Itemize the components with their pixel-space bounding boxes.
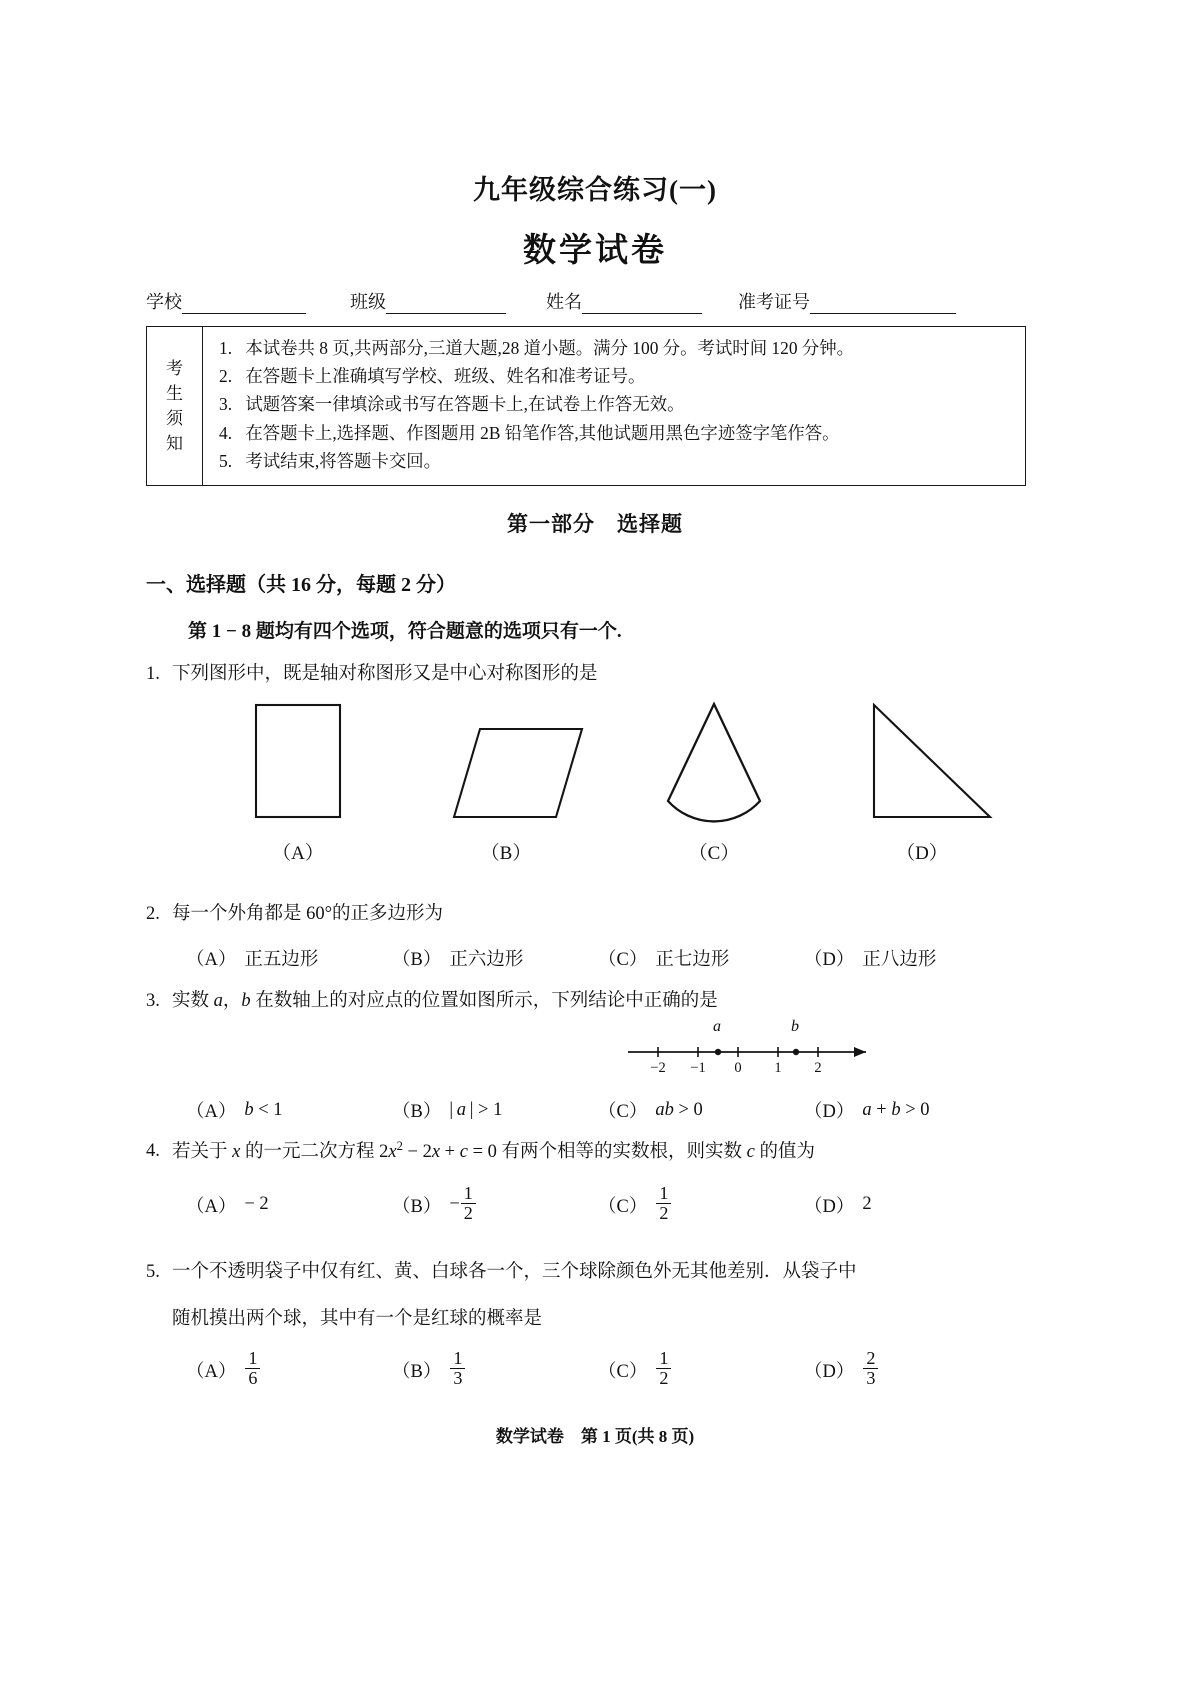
- notice-item-number: 5.: [219, 450, 233, 471]
- option-c[interactable]: [598, 1350, 804, 1389]
- notice-item-number: 3.: [219, 394, 233, 415]
- option-b[interactable]: [392, 1097, 598, 1123]
- notice-item-text: 在答题卡上准确填写学校、班级、姓名和准考证号。: [245, 366, 646, 387]
- number-line-tick: −1: [690, 1060, 706, 1076]
- question-5-options: [186, 1350, 879, 1389]
- notice-side-char-1: 考: [166, 358, 183, 378]
- question-stem: 实数 a，b 在数轴上的对应点的位置如图所示，下列结论中正确的是: [172, 991, 718, 1011]
- number-line-tick: 1: [774, 1060, 782, 1076]
- option-c[interactable]: [598, 1185, 804, 1224]
- option-text: b < 1: [244, 1099, 283, 1120]
- option-label: （A）: [186, 1361, 237, 1382]
- notice-item-number: 4.: [219, 422, 233, 443]
- option-c[interactable]: [598, 1097, 804, 1123]
- option-label: （A）: [186, 1102, 237, 1122]
- question-4: [146, 1137, 815, 1167]
- option-d[interactable]: [804, 1350, 879, 1389]
- notice-item: [219, 390, 1017, 418]
- option-c[interactable]: [598, 945, 804, 971]
- question-2-options: [186, 945, 936, 971]
- question-number: 4.: [146, 1141, 160, 1161]
- identity-row: [146, 288, 1026, 314]
- figure-label-c: （C）: [688, 843, 740, 864]
- notice-side-char-3: 须: [166, 409, 183, 428]
- option-text: 正七边形: [655, 950, 730, 970]
- question-3-number-line: [600, 1018, 900, 1082]
- candidate-notice-box: [146, 326, 1026, 486]
- school-label: 学校: [146, 292, 182, 312]
- option-a[interactable]: [186, 1350, 392, 1389]
- section-heading: 一、选择题（共 16 分，每题 2 分）: [146, 574, 456, 596]
- option-label: （B）: [392, 950, 442, 970]
- option-label: （A）: [186, 950, 237, 970]
- name-field[interactable]: [546, 288, 702, 314]
- option-b[interactable]: [392, 1350, 598, 1389]
- option-label: （D）: [804, 1102, 855, 1122]
- option-label: （D）: [804, 1361, 855, 1382]
- option-label: （B）: [392, 1361, 442, 1382]
- option-label: （C）: [598, 950, 648, 970]
- figure-right-triangle: [822, 698, 1022, 828]
- option-text: $\frac{1}{2}$: [655, 1185, 672, 1224]
- notice-item-text: 本试卷共 8 页,共两部分,三道大题,28 道小题。满分 100 分。考试时间 120 分钟。: [245, 338, 855, 358]
- figure-parallelogram: [406, 698, 606, 828]
- question-stem: 每一个外角都是 60°的正多边形为: [172, 904, 444, 924]
- option-b[interactable]: [392, 945, 598, 971]
- part-heading: 第一部分 选择题: [507, 512, 683, 536]
- option-text: 2: [862, 1194, 872, 1215]
- option-text: ab > 0: [655, 1099, 703, 1120]
- question-stem-line-1: 一个不透明袋子中仅有红、黄、白球各一个，三个球除颜色外无其他差别．从袋子中: [172, 1262, 857, 1282]
- number-line-point-a: a: [713, 1018, 721, 1035]
- question-stem: 若关于 x 的一元二次方程 $2x^2 - 2x + c = 0$ 有两个相等的实数根，则实数 c 的值为: [172, 1139, 815, 1163]
- figure-label-b: （B）: [480, 843, 532, 864]
- question-number: 3.: [146, 991, 160, 1011]
- name-label: 姓名: [546, 292, 582, 312]
- notice-item: [219, 447, 1017, 475]
- question-3-options: [186, 1097, 930, 1123]
- option-text: | a | > 1: [449, 1099, 503, 1120]
- figure-rectangle: [198, 698, 398, 828]
- option-d[interactable]: [804, 1185, 872, 1224]
- notice-item: [219, 334, 1017, 362]
- option-d[interactable]: [804, 1097, 930, 1123]
- name-input[interactable]: [582, 296, 702, 314]
- figure-sector: [614, 698, 814, 828]
- class-label: 班级: [350, 292, 386, 312]
- option-label: （D）: [804, 950, 855, 970]
- notice-side-label: [147, 327, 203, 485]
- option-a[interactable]: [186, 1097, 392, 1123]
- option-text: a + b > 0: [862, 1099, 930, 1120]
- option-a[interactable]: [186, 1185, 392, 1224]
- section-note: 第 1 − 8 题均有四个选项，符合题意的选项只有一个.: [188, 621, 622, 642]
- school-field[interactable]: [146, 288, 306, 314]
- notice-side-char-2: 生: [166, 383, 183, 403]
- option-text: 正五边形: [244, 950, 319, 970]
- page-subtitle: 数学试卷: [523, 233, 667, 269]
- figure-label-a: （A）: [272, 843, 324, 864]
- notice-items: [203, 327, 1025, 485]
- option-label: （D）: [804, 1196, 855, 1217]
- option-label: （A）: [186, 1196, 237, 1217]
- option-label: （C）: [598, 1361, 648, 1382]
- question-stem-line-2: 随机摸出两个球，其中有一个是红球的概率是: [172, 1309, 543, 1329]
- question-5: [146, 1258, 857, 1287]
- notice-item-number: 1.: [219, 338, 233, 358]
- option-b[interactable]: [392, 1185, 598, 1224]
- number-line-point-b: b: [791, 1018, 799, 1035]
- figure-label-d: （D）: [896, 843, 948, 864]
- option-label: （C）: [598, 1196, 648, 1217]
- question-2: [146, 900, 443, 929]
- option-label: （C）: [598, 1102, 648, 1122]
- number-line-tick: −2: [650, 1060, 666, 1076]
- question-4-options: [186, 1185, 872, 1224]
- class-input[interactable]: [386, 296, 506, 314]
- option-d[interactable]: [804, 945, 936, 971]
- question-1-figures: [146, 698, 1026, 848]
- notice-item-text: 考试结束,将答题卡交回。: [245, 450, 442, 471]
- question-number: 2.: [146, 904, 160, 924]
- question-5-line-2: [172, 1305, 542, 1334]
- question-3: [146, 987, 718, 1016]
- school-input[interactable]: [182, 296, 306, 314]
- option-label: （B）: [392, 1196, 442, 1217]
- notice-item-text: 试题答案一律填涂或书写在答题卡上,在试卷上作答无效。: [245, 394, 685, 415]
- class-field[interactable]: [350, 288, 506, 314]
- option-text: 正八边形: [862, 950, 937, 970]
- notice-item: [219, 362, 1017, 390]
- question-1-figure-labels: [146, 838, 1026, 866]
- notice-item-text: 在答题卡上,选择题、作图题用 2B 铅笔作答,其他试题用黑色字迹签字笔作答。: [245, 422, 840, 443]
- number-line-tick: 2: [814, 1060, 822, 1076]
- admit-number-label: 准考证号: [738, 292, 810, 312]
- option-text: − 2: [244, 1194, 269, 1215]
- notice-item-number: 2.: [219, 366, 233, 387]
- admit-number-field[interactable]: [738, 288, 956, 314]
- option-text: 正六边形: [449, 950, 524, 970]
- question-number: 5.: [146, 1262, 160, 1282]
- option-text: $\frac{1}{2}$: [655, 1350, 672, 1389]
- admit-number-input[interactable]: [810, 296, 956, 314]
- option-text: $\frac{1}{6}$: [244, 1350, 261, 1389]
- option-text: $\frac{1}{3}$: [449, 1350, 466, 1389]
- number-line-tick: 0: [734, 1060, 742, 1076]
- option-a[interactable]: [186, 945, 392, 971]
- question-1: [146, 660, 598, 689]
- page-footer: 数学试卷 第 1 页(共 8 页): [495, 1427, 695, 1446]
- notice-side-char-4: 知: [166, 434, 183, 454]
- question-stem: 下列图形中，既是轴对称图形又是中心对称图形的是: [172, 664, 598, 684]
- question-number: 1.: [146, 664, 160, 684]
- notice-item: [219, 419, 1017, 447]
- page-title: 九年级综合练习(一): [473, 175, 717, 205]
- option-label: （B）: [392, 1102, 442, 1122]
- option-text: − $\frac{1}{2}$: [449, 1185, 477, 1224]
- option-text: $\frac{2}{3}$: [862, 1350, 879, 1389]
